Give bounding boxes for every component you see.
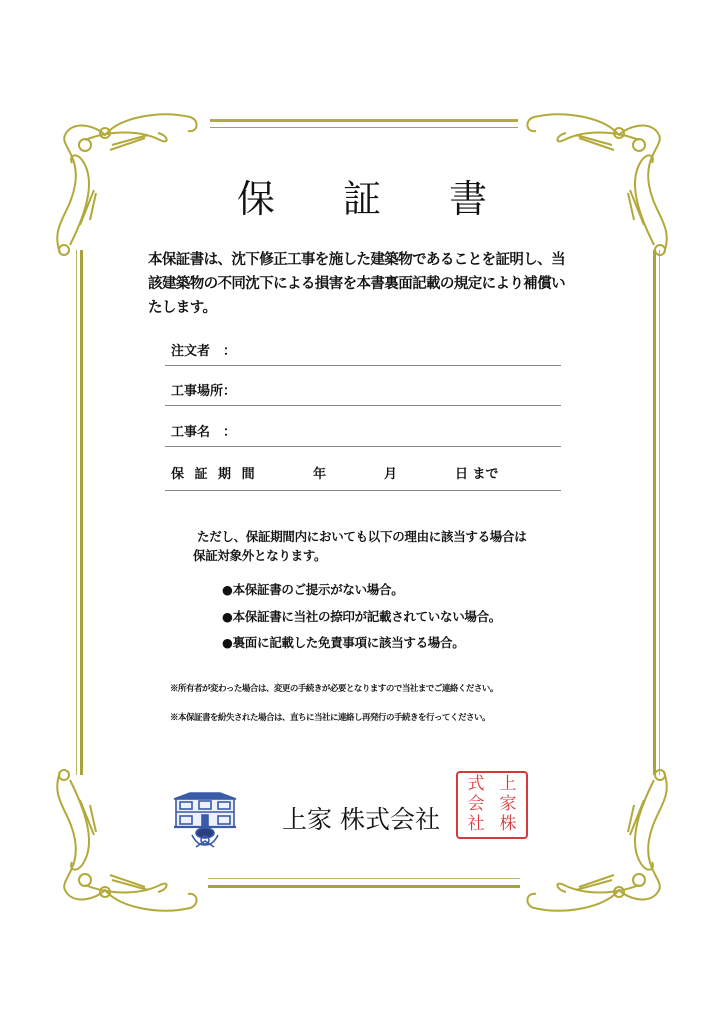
exclusion-item: ●裏面に記載した免責事項に該当する場合。 <box>222 635 465 650</box>
intro-paragraph: 本保証書は、沈下修正工事を施した建築物であることを証明し、当該建築物の不同沈下による損害を本書裏面記載の規定により補償いたします。 <box>148 252 565 316</box>
seal-char: 会 <box>467 794 485 814</box>
exclusion-intro-line2: 保証対象外となります。 <box>193 548 327 563</box>
period-day-label: 日 まで <box>455 467 499 482</box>
ornament-corner-bottom-right-icon <box>524 760 674 920</box>
frame-top-line-inner <box>210 127 518 128</box>
frame-right-line-outer <box>653 250 656 775</box>
period-label: 保 証 期 間 <box>171 467 258 482</box>
frame-right-line-inner <box>659 250 660 775</box>
seal-char: 家 <box>499 794 517 814</box>
company-name: 上家 株式会社 <box>282 805 440 834</box>
field-construction-site[interactable] <box>165 365 561 406</box>
exclusion-item: ●本保証書のご提示がない場合。 <box>222 582 404 597</box>
frame-bottom-line-inner <box>208 878 520 879</box>
note-lost-certificate: ※本保証書を紛失された場合は、直ちに当社に連絡し再発行の手続きを行ってください。 <box>170 713 491 723</box>
seal-char: 株 <box>499 814 517 834</box>
seal-char: 上 <box>499 774 517 794</box>
frame-bottom-line-outer <box>208 885 520 888</box>
company-seal <box>456 771 528 839</box>
field-label-orderer: 注文者 ： <box>171 344 237 359</box>
field-label-construction-site: 工事場所： <box>171 384 237 399</box>
field-label-construction-name: 工事名 ： <box>171 425 237 440</box>
field-construction-name[interactable] <box>165 406 561 447</box>
frame-top-line-outer <box>210 119 518 122</box>
company-logo-icon <box>170 785 240 855</box>
note-ownership-change: ※所有者が変わった場合は、変更の手続きが必要となりますので当社までご連絡ください。 <box>170 684 498 694</box>
frame-left-line-outer <box>80 250 83 775</box>
exclusion-intro-line1: ただし、保証期間内においても以下の理由に該当する場合は <box>197 529 527 544</box>
seal-char: 社 <box>467 814 485 834</box>
document-title: 保 証 書 <box>236 177 516 221</box>
exclusion-item: ●本保証書に当社の捺印が記載されていない場合。 <box>222 609 502 624</box>
period-month-label: 月 <box>384 467 398 482</box>
field-warranty-period[interactable] <box>165 450 561 491</box>
frame-left-line-inner <box>76 250 77 775</box>
period-year-label: 年 <box>313 467 327 482</box>
seal-char: 式 <box>467 774 485 794</box>
field-orderer[interactable] <box>165 325 561 366</box>
